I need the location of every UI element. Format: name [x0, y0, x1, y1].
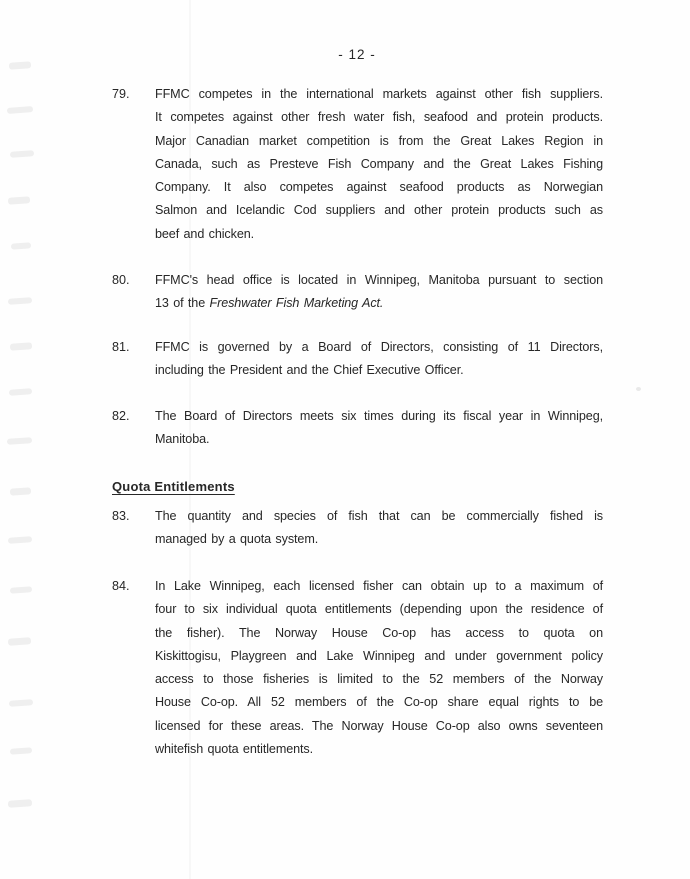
- scan-artifact: [8, 196, 30, 205]
- paragraph-line: Major Canadian market competition is from the Great Lakes Region in: [155, 133, 603, 148]
- paragraph-line: The quantity and species of fish that can be commercially fished is: [155, 509, 603, 523]
- paragraph-line: beef and chicken.: [155, 226, 255, 241]
- paragraph-line: Company. It also competes against seafood products as Norwegian: [155, 180, 603, 195]
- paragraph-number: 83.: [112, 509, 130, 523]
- paragraph-line: Manitoba.: [155, 432, 210, 447]
- paragraph-81: [112, 336, 603, 383]
- paragraph-line: FFMC is governed by a Board of Directors, consisting of 11 Directors,: [155, 340, 603, 354]
- paragraph-79: [112, 83, 603, 246]
- section-heading: Quota Entitlements: [112, 479, 235, 494]
- paragraph-line: the fisher). The Norway House Co-op has access to quota on: [155, 625, 603, 640]
- scan-artifact: [8, 637, 31, 646]
- scan-artifact: [10, 747, 32, 755]
- paragraph-line: managed by a quota system.: [155, 532, 319, 547]
- paragraph-text: [155, 336, 603, 383]
- paragraph-line: four to six individual quota entitlements (depending upon the residence of: [155, 602, 603, 617]
- paragraph-number: 80.: [112, 273, 130, 287]
- paragraph-line: whitefish quota entitlements.: [155, 742, 314, 757]
- scan-artifact: [9, 699, 33, 707]
- paragraph-line: Canada, such as Presteve Fish Company and the Great Lakes Fishing: [155, 156, 603, 171]
- scan-artifact: [10, 150, 34, 158]
- paragraph-line: It competes against other fresh water fish, seafood and protein products.: [155, 110, 603, 125]
- scan-artifact: [7, 106, 33, 114]
- scan-artifact: [11, 242, 31, 249]
- scan-artifact: [8, 536, 32, 544]
- paragraph-line: Kiskittogisu, Playgreen and Lake Winnipeg and under government policy: [155, 648, 603, 663]
- paragraph-line: FFMC's head office is located in Winnipeg, Manitoba pursuant to section: [155, 273, 603, 287]
- paragraph-line: including the President and the Chief Executive Officer.: [155, 363, 464, 378]
- scan-artifact: [8, 297, 32, 305]
- scan-artifact: [7, 437, 32, 445]
- paragraph-line: Salmon and Icelandic Cod suppliers and other protein products such as: [155, 203, 603, 218]
- paragraph-text: [155, 405, 603, 452]
- paragraph-text: [155, 83, 603, 246]
- page-number: - 12 -: [338, 47, 376, 62]
- paragraph-line: House Co-op. All 52 members of the Co-op share equal rights to be: [155, 695, 603, 710]
- paragraph-text: [155, 269, 603, 316]
- paragraph-line: licensed for these areas. The Norway House Co-op also owns seventeen: [155, 718, 603, 733]
- scan-artifact: [10, 342, 32, 351]
- scan-artifact: [9, 388, 32, 396]
- paragraph-line: In Lake Winnipeg, each licensed fisher can obtain up to a maximum of: [155, 579, 603, 593]
- paragraph-number: 79.: [112, 87, 130, 101]
- paragraph-84: [112, 575, 603, 761]
- paragraph-line: FFMC competes in the international markets against other fish suppliers.: [155, 87, 603, 101]
- paragraph-line: The Board of Directors meets six times during its fiscal year in Winnipeg,: [155, 409, 603, 423]
- paragraph-82: [112, 405, 603, 452]
- paragraph-83: [112, 505, 603, 552]
- paragraph-line: access to those fisheries is limited to the 52 members of the Norway: [155, 672, 603, 687]
- statute-title: Freshwater Fish Marketing Act.: [209, 296, 384, 311]
- scan-artifact: [636, 387, 641, 391]
- line-plain-text: 13 of the: [155, 296, 210, 311]
- scan-artifact: [10, 586, 32, 594]
- paragraph-text: [155, 575, 603, 761]
- scan-artifact: [10, 487, 31, 495]
- paragraph-number: 84.: [112, 579, 130, 593]
- paragraph-number: 81.: [112, 340, 130, 354]
- scan-artifact: [8, 799, 32, 808]
- paragraph-line: [155, 292, 603, 315]
- paragraph-80: [112, 269, 603, 316]
- paragraph-text: [155, 505, 603, 552]
- paragraph-number: 82.: [112, 409, 130, 423]
